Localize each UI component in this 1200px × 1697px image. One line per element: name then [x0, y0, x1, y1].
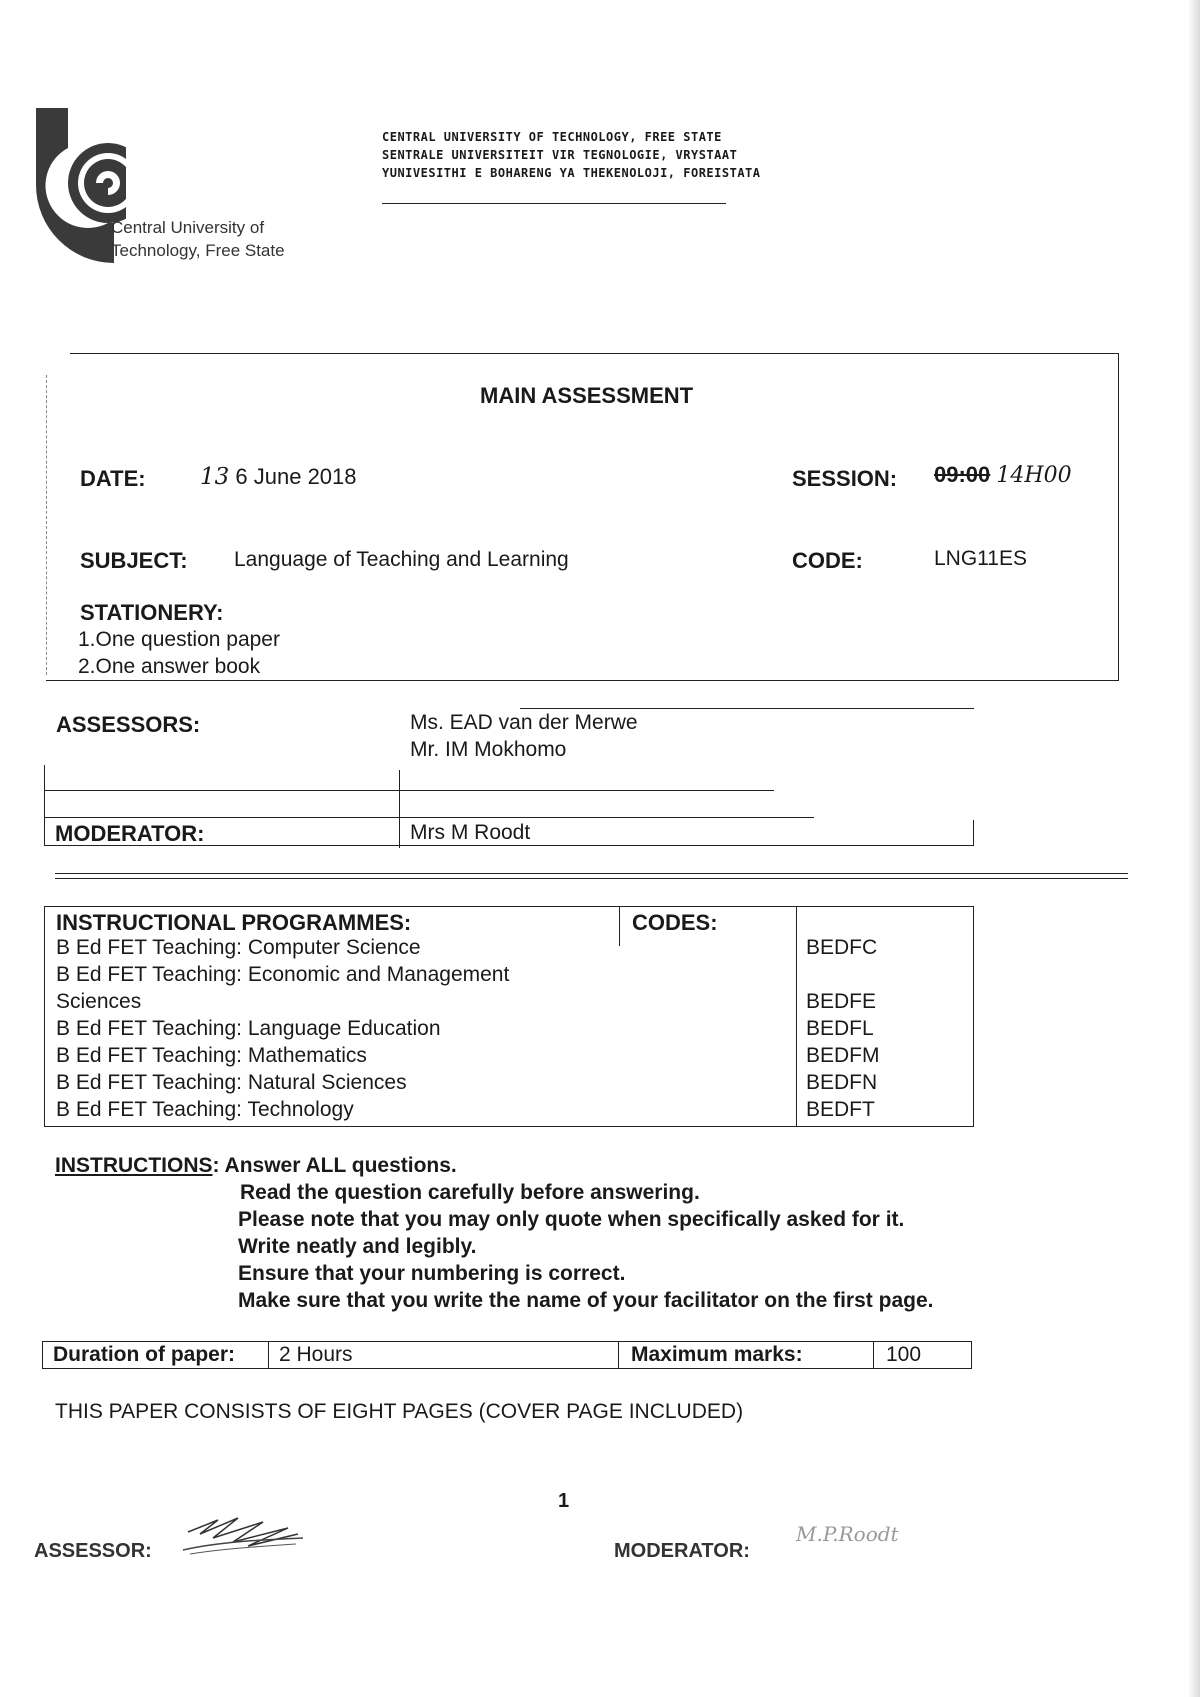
programme-name: B Ed FET Teaching: Computer Science	[56, 936, 421, 959]
session-value	[934, 462, 1072, 488]
instructions-first-line	[55, 1154, 457, 1178]
date-text: 6 June 2018	[235, 464, 357, 489]
moderator-label: MODERATOR:	[55, 821, 205, 846]
programme-row	[56, 1042, 367, 1069]
stationery-label: STATIONERY:	[80, 600, 224, 625]
main-box-top	[70, 353, 1119, 354]
main-box-right	[1118, 353, 1119, 680]
programme-row	[56, 1069, 407, 1096]
subject-value: Language of Teaching and Learning	[234, 548, 569, 571]
people-box-divider	[399, 770, 400, 848]
programmes-left-border	[44, 906, 45, 1126]
max-marks-label: Maximum marks:	[631, 1343, 803, 1366]
assessor-2: Mr. IM Mokhomo	[410, 738, 567, 761]
programmes-codes-divider	[619, 906, 620, 946]
programme-row	[56, 1015, 441, 1042]
header-underline	[382, 203, 726, 204]
people-box-left	[44, 765, 45, 845]
date-label: DATE:	[80, 466, 146, 491]
programme-row	[56, 934, 421, 961]
footer-assessor-label: ASSESSOR:	[34, 1540, 152, 1562]
max-marks-value: 100	[886, 1343, 922, 1366]
programmes-header: INSTRUCTIONAL PROGRAMMES:	[56, 910, 412, 935]
footer-moderator-label: MODERATOR:	[614, 1540, 750, 1562]
people-box-top	[520, 708, 974, 709]
assessor-signature-scribble	[178, 1512, 308, 1558]
duration-divider-1	[268, 1342, 269, 1368]
assessors-label: ASSESSORS:	[56, 712, 201, 737]
duration-divider-3	[873, 1342, 874, 1368]
duration-table	[42, 1341, 972, 1369]
programme-row	[56, 988, 141, 1015]
programmes-codes-column-left	[796, 906, 797, 1126]
programme-code: BEDFL	[806, 1017, 874, 1040]
pages-note: THIS PAPER CONSISTS OF EIGHT PAGES (COVER PAGE INCLUDED)	[55, 1400, 744, 1423]
assessment-title: MAIN ASSESSMENT	[480, 383, 694, 408]
assessor-signature	[178, 1512, 308, 1558]
instructions-label: INSTRUCTIONS	[55, 1154, 213, 1177]
programme-code: BEDFE	[806, 990, 877, 1013]
programme-code: BEDFC	[806, 936, 878, 959]
code-value: LNG11ES	[934, 547, 1027, 570]
university-header	[382, 128, 761, 182]
logo-caption-line-2: Technology, Free State	[111, 241, 285, 260]
logo-caption	[111, 216, 285, 262]
stationery-item-2: 2.One answer book	[78, 655, 261, 678]
people-box-mid-2	[44, 817, 814, 818]
page-edge-shadow	[1188, 0, 1200, 1697]
header-line-afrikaans: SENTRALE UNIVERSITEIT VIR TEGNOLOGIE, VRYSTAAT	[382, 148, 738, 162]
people-box-bottom	[44, 845, 974, 846]
page-number: 1	[558, 1490, 570, 1512]
main-box-bottom	[46, 680, 1119, 681]
people-box-right	[973, 820, 974, 845]
instruction-line: Write neatly and legibly.	[238, 1235, 477, 1258]
instruction-line: Make sure that you write the name of your facilitator on the first page.	[238, 1289, 934, 1312]
separator-line-1	[55, 873, 1128, 874]
header-line-english: CENTRAL UNIVERSITY OF TECHNOLOGY, FREE STATE	[382, 130, 722, 144]
programme-row	[56, 1096, 354, 1123]
programme-row	[56, 961, 509, 988]
programme-name: B Ed FET Teaching: Natural Sciences	[56, 1071, 407, 1094]
programme-code: BEDFM	[806, 1044, 880, 1067]
header-line-sesotho: YUNIVESITHI E BOHARENG YA THEKENOLOJI, FOREISTATA	[382, 166, 761, 180]
duration-value: 2 Hours	[279, 1343, 353, 1366]
programme-code: BEDFT	[806, 1098, 875, 1121]
codes-header: CODES:	[632, 910, 718, 935]
instruction-first: : Answer ALL questions.	[212, 1154, 457, 1177]
instruction-line: Read the question carefully before answering.	[240, 1181, 700, 1204]
moderator-signature: M.P.Roodt	[796, 1522, 899, 1546]
programmes-top-border	[44, 906, 974, 907]
programme-name: B Ed FET Teaching: Language Education	[56, 1017, 441, 1040]
separator-line-2	[55, 878, 1128, 879]
code-label: CODE:	[792, 548, 863, 573]
programmes-bottom-border	[44, 1126, 974, 1127]
session-handwritten-time: 14H00	[996, 463, 1072, 488]
logo-caption-line-1: Central University of	[111, 218, 265, 237]
stationery-item-1: 1.One question paper	[78, 628, 280, 651]
subject-label: SUBJECT:	[80, 548, 188, 573]
moderator-value: Mrs M Roodt	[410, 821, 531, 844]
duration-divider-2	[618, 1342, 619, 1368]
date-value	[200, 464, 357, 490]
instruction-line: Please note that you may only quote when specifically asked for it.	[238, 1208, 905, 1231]
programme-name: B Ed FET Teaching: Technology	[56, 1098, 354, 1121]
date-handwritten: 13	[200, 464, 230, 490]
programme-name: B Ed FET Teaching: Economic and Management	[56, 963, 510, 986]
programme-name: B Ed FET Teaching: Mathematics	[56, 1044, 367, 1067]
instruction-line: Ensure that your numbering is correct.	[238, 1262, 626, 1285]
session-struck-time: 09:00	[934, 462, 991, 487]
people-box-mid-1	[44, 790, 774, 791]
session-label: SESSION:	[792, 466, 898, 491]
programmes-table	[44, 906, 974, 1126]
programme-name: Sciences	[56, 990, 142, 1013]
main-box-left	[46, 375, 47, 675]
assessor-1: Ms. EAD van der Merwe	[410, 711, 638, 734]
programme-code: BEDFN	[806, 1071, 878, 1094]
duration-label: Duration of paper:	[53, 1343, 235, 1366]
programmes-right-border	[973, 906, 974, 1126]
